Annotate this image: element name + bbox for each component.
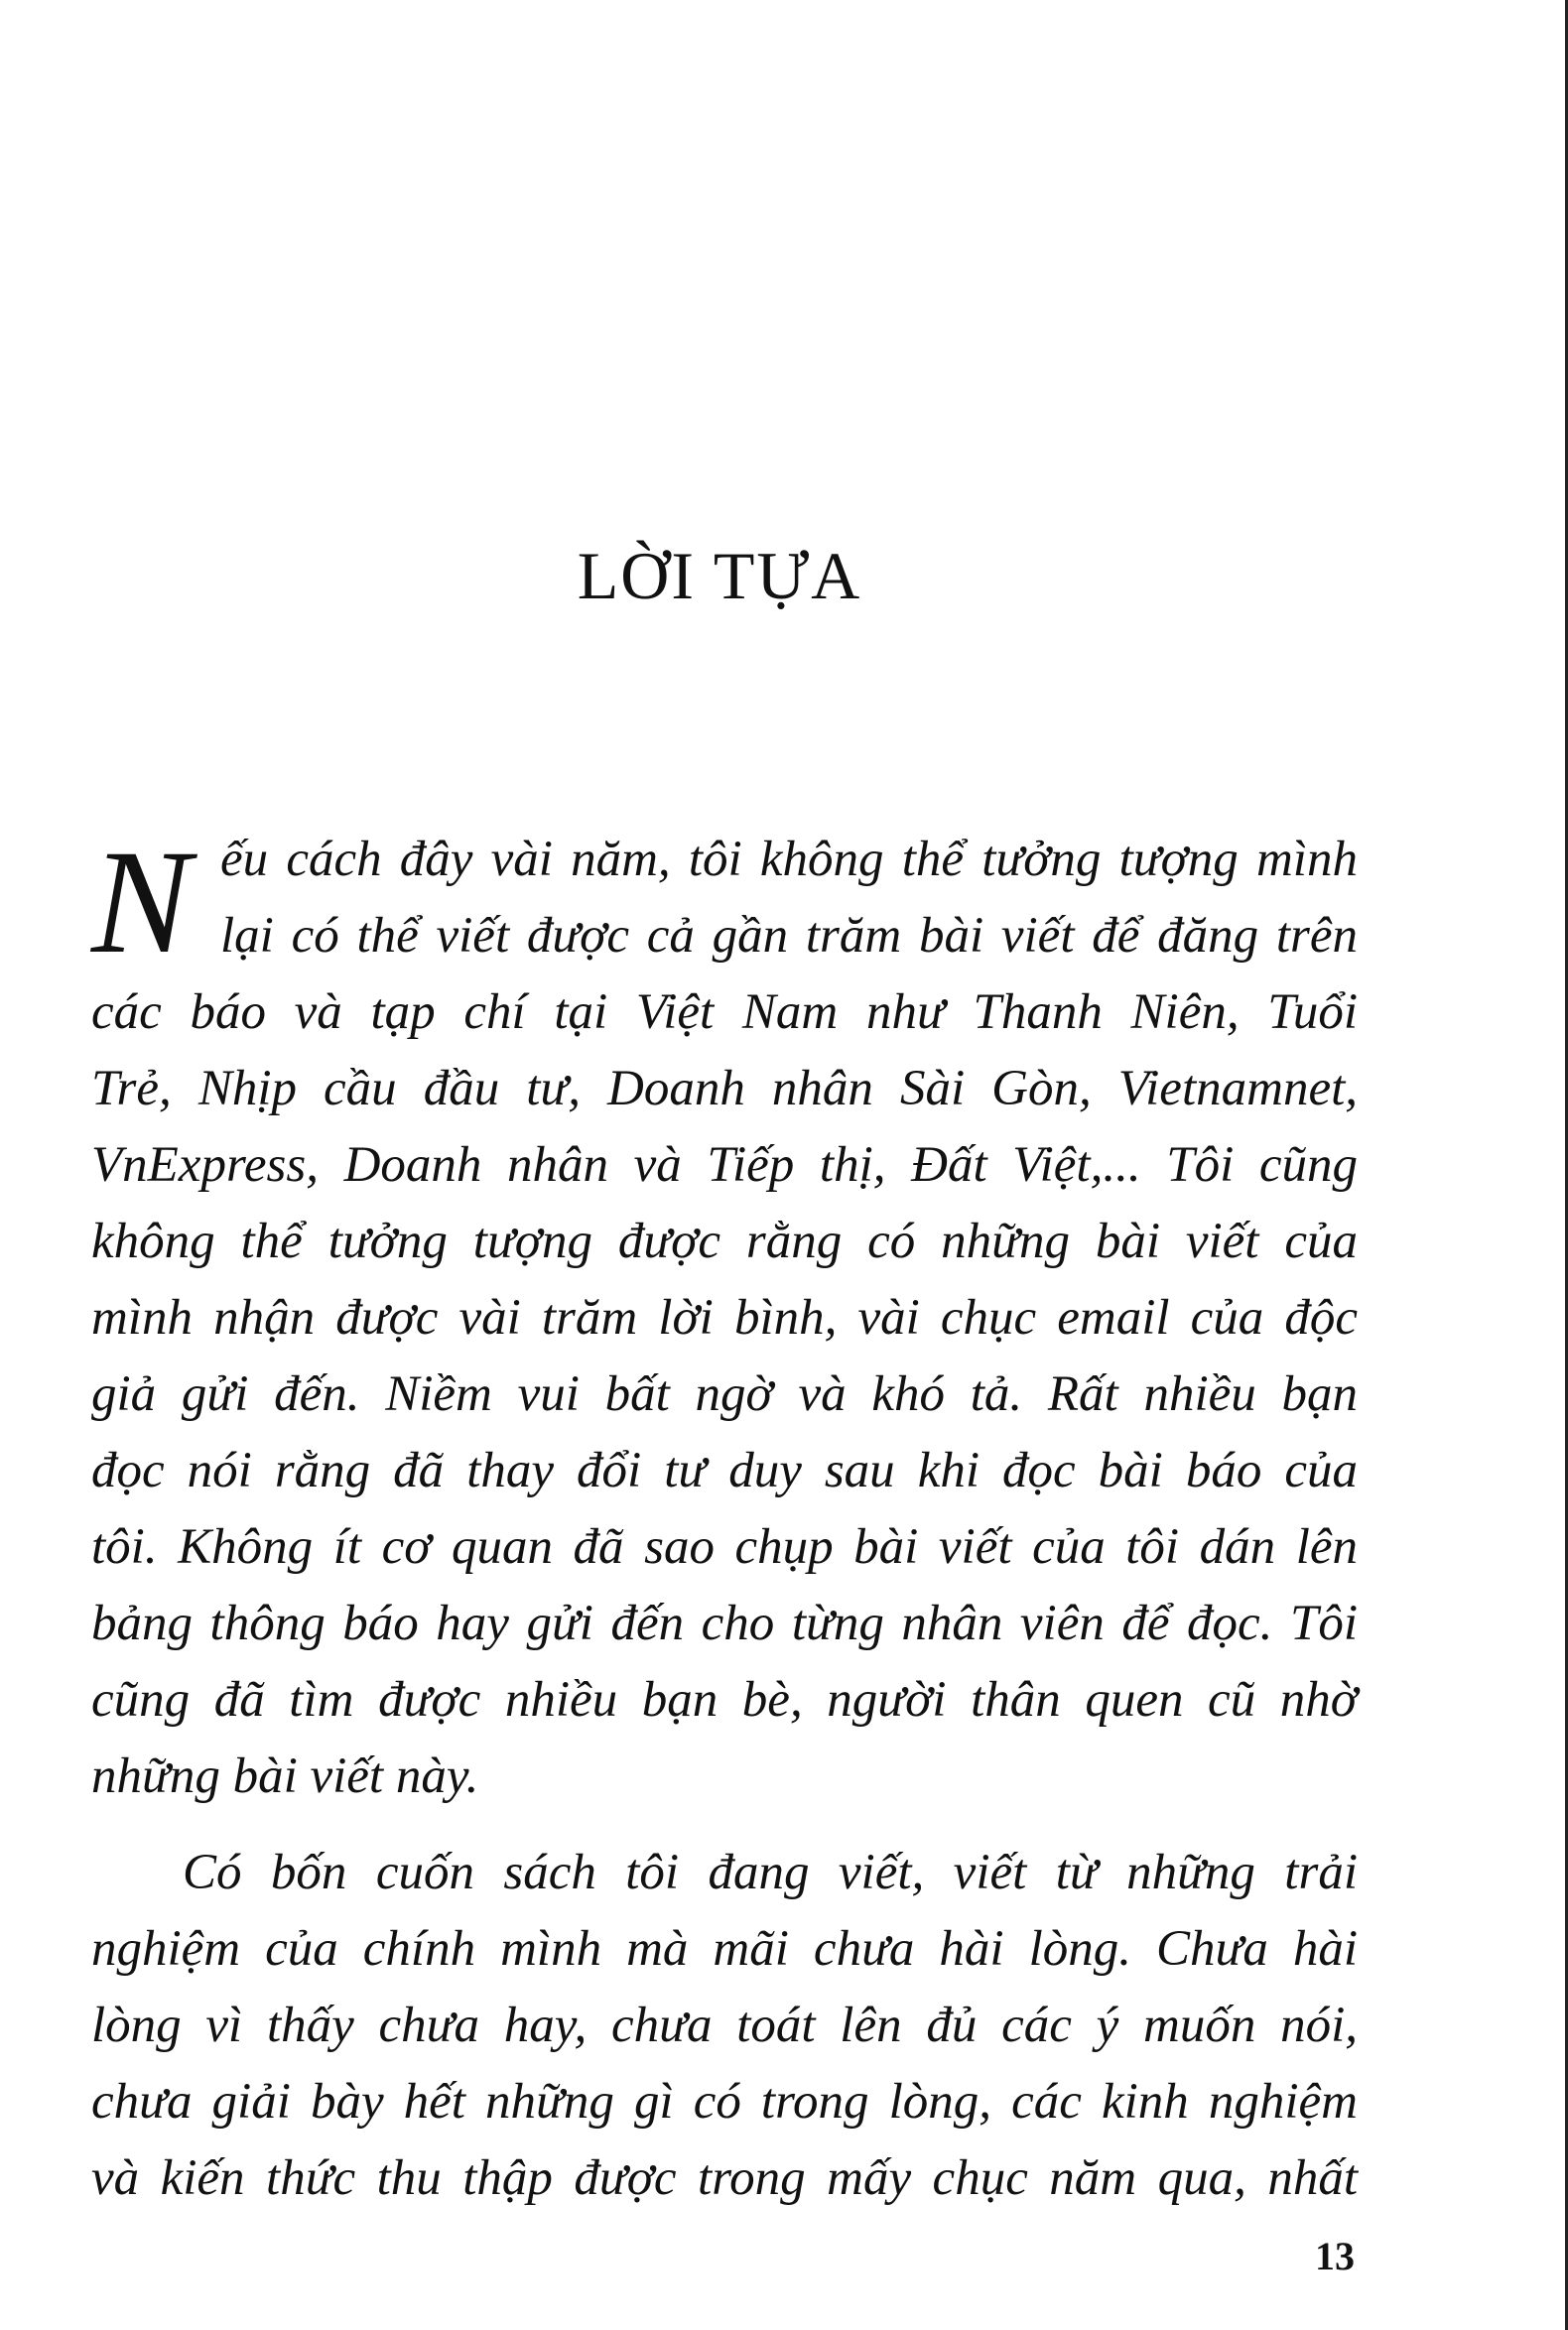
drop-cap: N — [91, 820, 192, 984]
body-text — [91, 822, 1358, 2217]
text-line: chưa giải bày hết những gì có trong lòng, các kinh nghiệm — [91, 2074, 1358, 2130]
text-line: tôi. Không ít cơ quan đã sao chụp bài viết của tôi dán lên — [91, 1519, 1358, 1575]
text-line: lại có thể viết được cả gần trăm bài viết để đăng trên — [220, 908, 1358, 964]
text-line: lòng vì thấy chưa hay, chưa toát lên đủ các ý muốn nói, — [91, 1998, 1358, 2053]
text-line: đọc nói rằng đã thay đổi tư duy sau khi đọc bài báo của — [91, 1443, 1358, 1498]
chapter-title: LỜI TỰA — [577, 538, 862, 613]
page-number: 13 — [1315, 2234, 1355, 2278]
paragraph-2 — [91, 1835, 1358, 2217]
text-line: VnExpress, Doanh nhân và Tiếp thị, Đất Việt,... Tôi cũng — [91, 1137, 1358, 1193]
text-line: bảng thông báo hay gửi đến cho từng nhân viên để đọc. Tôi — [91, 1596, 1358, 1651]
text-line: Có bốn cuốn sách tôi đang viết, viết từ những trải — [183, 1845, 1358, 1900]
text-line: mình nhận được vài trăm lời bình, vài chục email của độc — [91, 1290, 1358, 1346]
text-line: giả gửi đến. Niềm vui bất ngờ và khó tả. Rất nhiều bạn — [91, 1366, 1358, 1422]
text-line: nghiệm của chính mình mà mãi chưa hài lòng. Chưa hài — [91, 1921, 1358, 1977]
text-line: và kiến thức thu thập được trong mấy chục năm qua, nhất — [91, 2150, 1358, 2206]
text-line: ếu cách đây vài năm, tôi không thể tưởng tượng mình — [220, 832, 1358, 887]
text-line: cũng đã tìm được nhiều bạn bè, người thân quen cũ nhờ — [91, 1672, 1358, 1728]
paragraph-1 — [91, 822, 1358, 1815]
text-line: các báo và tạp chí tại Việt Nam như Thanh Niên, Tuổi — [91, 984, 1358, 1040]
text-line: không thể tưởng tượng được rằng có những bài viết của — [91, 1214, 1358, 1269]
text-line: những bài viết này. — [91, 1748, 479, 1804]
text-line: Trẻ, Nhịp cầu đầu tư, Doanh nhân Sài Gòn, Vietnamnet, — [91, 1061, 1358, 1116]
